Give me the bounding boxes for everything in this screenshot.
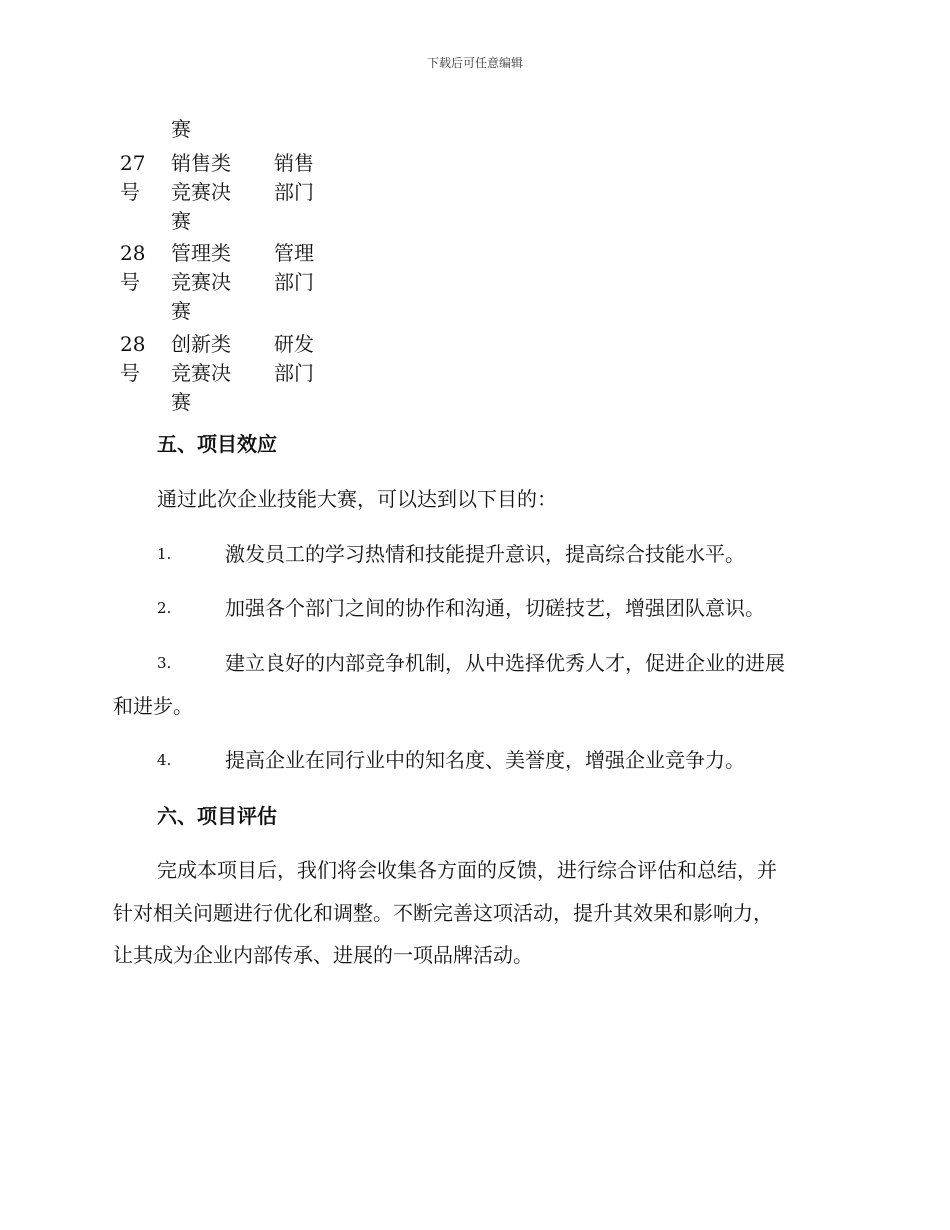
schedule-event: 创新类 竞赛决 赛 [171,332,231,414]
list-item-text: 激发员工的学习热情和技能提升意识，提高综合技能水平。 [225,542,745,566]
schedule-date: 28 号 [120,332,146,385]
list-item-text: 加强各个部门之间的协作和沟通，切磋技艺，增强团队意识。 [225,596,765,620]
section5-heading: 五、项目效应 [157,432,277,456]
list-item-number: 1. [157,545,172,563]
schedule-department: 销售 部门 [274,151,314,204]
schedule-date: 27 号 [120,151,146,204]
schedule-event: 管理类 竞赛决 赛 [171,241,231,323]
section6-paragraph-line: 针对相关问题进行优化和调整。不断完善这项活动，提升其效果和影响力， [113,901,773,925]
schedule-department: 研发 部门 [274,332,314,385]
schedule-date: 28 号 [120,241,146,294]
list-item-number: 2. [157,599,172,617]
list-item-number: 3. [157,654,172,672]
list-item-text: 提高企业在同行业中的知名度、美誉度，增强企业竞争力。 [225,748,745,772]
schedule-department: 管理 部门 [274,241,314,294]
section5-intro: 通过此次企业技能大赛，可以达到以下目的： [157,487,557,511]
list-item-text-continuation: 和进步。 [113,694,193,718]
section6-heading: 六、项目评估 [157,804,277,828]
section6-paragraph-line: 让其成为企业内部传承、进展的一项品牌活动。 [113,943,533,967]
list-item-number: 4. [157,751,172,769]
page-header: 下载后可任意编辑 [426,56,523,70]
schedule-fragment-text: 赛 [171,117,191,141]
list-item-text: 建立良好的内部竞争机制，从中选择优秀人才，促进企业的进展 [225,651,785,675]
schedule-event: 销售类 竞赛决 赛 [171,151,231,233]
section6-paragraph-line: 完成本项目后，我们将会收集各方面的反馈，进行综合评估和总结，并 [157,858,777,882]
